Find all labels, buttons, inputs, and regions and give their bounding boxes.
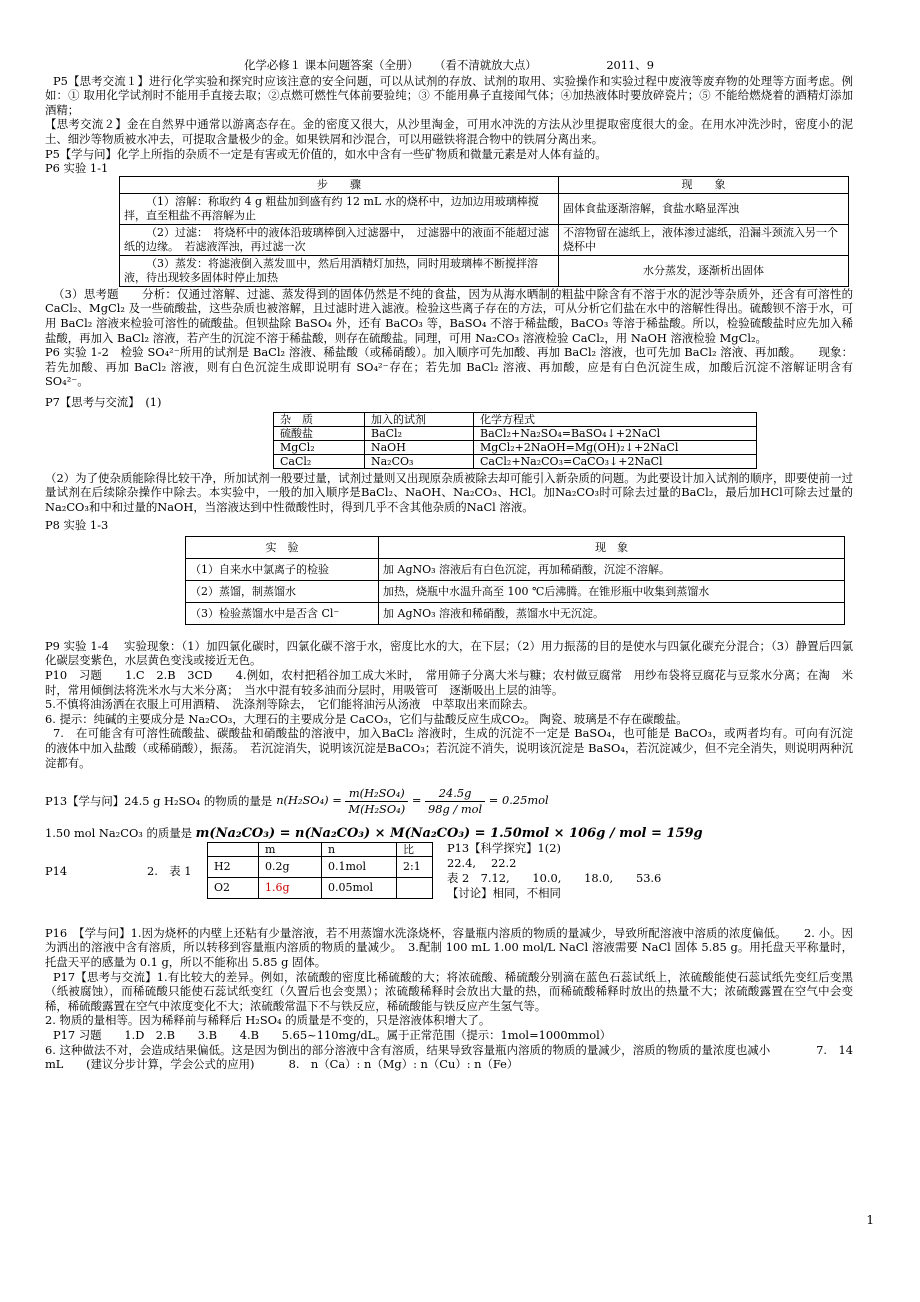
table-cell: O2 bbox=[208, 877, 259, 898]
table-header: 现 象 bbox=[379, 536, 845, 558]
table-header: 加入的试剂 bbox=[365, 412, 474, 426]
table-cell: 0.2g bbox=[259, 856, 322, 877]
table-row bbox=[274, 454, 757, 468]
table-cell: 2:1 bbox=[397, 856, 433, 877]
p7-text2: （2）为了使杂质能除得比较干净，所加试剂一般要过量，试剂过量则又出现原杂质被除去却可能引入新杂质的问题。为此要设计加入试剂的顺序，即要使前一过量试剂在后续除杂操作中除去。本实验中，一般的加入顺序是BaCl₂、NaOH、Na₂CO₃、HCl。加Na₂CO₃时可除去过量的BaCl₂，最后加HCl可除去过量的Na₂CO₃和中和过量的NaOH，当溶液达到中性微酸性时，得到几乎不含其他杂质的NaCl 溶液。 bbox=[45, 470, 853, 514]
table-header: 现 象 bbox=[559, 176, 849, 193]
p10-exercises: P10 习题 1.C 2.B 3CD 4.例如，农村把稻谷加工成大米时， 常用筛子分离大米与糠；农村做豆腐常 用纱布袋将豆腐花与豆浆水分离；在淘 米时，常用倾倒法将洗米水与大米分离； 当水中混有较多油而分层时，用吸管可 逐渐吸出上层的油等。 bbox=[45, 668, 853, 697]
p17-item2: 2. 物质的量相等。因为稀释前与稀释后 H₂SO₄ 的质量是不变的，只是溶液体积增大了。 bbox=[45, 1013, 491, 1028]
table-cell: 0.1mol bbox=[322, 856, 397, 877]
table-cell: （2）过滤： 将烧杯中的液体沿玻璃棒倒入过滤器中， 过滤器中的液面不能超过滤纸的边缘。 若滤液浑浊，再过滤一次 bbox=[120, 224, 559, 255]
p17-q6: 6. 这种做法不对，会造成结果偏低。这是因为倒出的部分溶液中含有溶质，结果导致容量瓶内溶质的物质的量减少，溶质的物质的量浓度也减小 7. 14 mL (建议分步计算，学会公式的应用) 8. n（Ca）: n（Mg）: n（Cu）: n（Fe） bbox=[45, 1042, 865, 1072]
table-row bbox=[120, 224, 849, 255]
p6-exp-label: P6 实验 1-1 bbox=[45, 161, 109, 176]
table-row bbox=[208, 856, 433, 877]
table-cell bbox=[397, 877, 433, 898]
p10-q6: 6. 提示：纯碱的主要成分是 Na₂CO₃，大理石的主要成分是 CaCO₃，它们与盐酸反应生成CO₂。 陶瓷、玻璃是不存在碳酸盐。 bbox=[45, 711, 688, 726]
table-header: 杂 质 bbox=[274, 412, 365, 426]
explore-title: P13【科学探究】1(2) bbox=[447, 840, 561, 855]
table-row bbox=[186, 602, 845, 624]
table-cell: 加 AgNO₃ 溶液和稀硝酸，蒸馏水中无沉淀。 bbox=[379, 602, 845, 624]
table-cell: 0.05mol bbox=[322, 877, 397, 898]
p13-learn-prefix: P13【学与问】24.5 g H₂SO₄ 的物质的量是 bbox=[45, 793, 273, 808]
eq-lhs: n(H₂SO₄) bbox=[276, 793, 329, 808]
table-cell: 1.6g bbox=[259, 877, 322, 898]
doc-date: 2011、9 bbox=[606, 58, 654, 72]
table-cell: 硫酸盐 bbox=[274, 426, 365, 440]
table-cell: 不溶物留在滤纸上，液体渗过滤纸，沿漏斗颈流入另一个烧杯中 bbox=[559, 224, 849, 255]
table-cell: 水分蒸发，逐渐析出固体 bbox=[559, 255, 849, 286]
table-header: m bbox=[259, 842, 322, 856]
exp-1-1-table bbox=[119, 176, 849, 287]
table-cell: CaCl₂ bbox=[274, 454, 365, 468]
table-cell: （3）蒸发：将滤液倒入蒸发皿中，然后用酒精灯加热，同时用玻璃棒不断搅拌溶液，待出现较多固体时停止加热 bbox=[120, 255, 559, 286]
explore-discussion: 【讨论】相同，不相同 bbox=[447, 885, 561, 900]
p14-table bbox=[207, 842, 433, 899]
eq-fraction-1 bbox=[345, 786, 408, 816]
eq-fraction-2 bbox=[425, 786, 485, 816]
table-cell: Na₂CO₃ bbox=[365, 454, 474, 468]
page-number: 1 bbox=[866, 1213, 874, 1227]
p7-impurity-table bbox=[273, 412, 757, 469]
table-row bbox=[186, 580, 845, 602]
explore-line-1: 22.4, 22.2 bbox=[447, 855, 517, 870]
p8-label: P8 实验 1-3 bbox=[45, 518, 109, 533]
table-header: 化学方程式 bbox=[474, 412, 757, 426]
p5-think1: P5【思考交流１】进行化学实验和探究时应该注意的安全问题，可以从试剂的存放、试剂的取用、实验操作和实验过程中废液等废弃物的处理等方面考虑。例如：① 取用化学试剂时不能用手直接去取；②点燃可燃性气体前要验纯；③ 不能用鼻子直接闻气体；④加热液体时要放碎瓷片；⑤ 不能给燃烧着的酒精灯添加酒精； bbox=[45, 73, 853, 117]
doc-title: 化学必修１ 课本问题答案（全册） bbox=[244, 58, 419, 72]
eq-denominator: M(H₂SO₄) bbox=[348, 801, 406, 816]
table-cell: 加 AgNO₃ 溶液后有白色沉淀，再加稀硝酸，沉淀不溶解。 bbox=[379, 558, 845, 580]
p10-q7: 7. 在可能含有可溶性硫酸盐、碳酸盐和硝酸盐的溶液中，加入BaCl₂ 溶液时，生成的沉淀不一定是 BaSO₄，也可能是 BaCO₃，或两者均有。可向有沉淀 的液体中加入盐酸（或稀硝酸），振荡。 若沉淀消失，说明该沉淀是BaCO₃；若沉淀不消失，说明该沉淀是 BaSO₄，若沉淀减少，但不完全消失，则说明两种沉淀都有。 bbox=[45, 726, 865, 770]
exp-1-3-table bbox=[185, 536, 845, 625]
eq-denominator: 98g / mol bbox=[427, 801, 483, 816]
table-cell: MgCl₂ bbox=[274, 440, 365, 454]
p17-exercise: P17 习题 1.D 2.B 3.B 4.B 5.65~110mg/dL。属于正常范围（提示：1mol=1000mmol） bbox=[53, 1027, 612, 1042]
table-cell: MgCl₂+2NaOH=Mg(OH)₂↓+2NaCl bbox=[474, 440, 757, 454]
eq-numerator: 24.5g bbox=[425, 786, 485, 802]
document-header bbox=[45, 58, 853, 73]
p10-q5: 5.不慎将油汤洒在衣服上可用酒精、 洗涤剂等除去， 它们能将油污从汤液 中萃取出来而除去。 bbox=[45, 697, 535, 712]
science-explore bbox=[447, 841, 661, 901]
p13-learn-line bbox=[45, 782, 853, 820]
table-cell: 固体食盐逐渐溶解，食盐水略显浑浊 bbox=[559, 193, 849, 224]
eq-result: 0.25mol bbox=[501, 793, 549, 808]
table-header: 步 骤 bbox=[120, 176, 559, 193]
table-cell: CaCl₂+Na₂CO₃=CaCO₃↓+2NaCl bbox=[474, 454, 757, 468]
explore-line-2: 表 2 7.12, 10.0, 18.0, 53.6 bbox=[447, 870, 662, 885]
table-row bbox=[274, 426, 757, 440]
p9-exp-1-4: P9 实验 1-4 实验现象：（1）加四氯化碳时，四氯化碳不溶于水，密度比水的大，在下层；（2）用力振荡的目的是使水与四氯化碳充分混合；（3）静置后四氯化碳层变紫色，水层黄色变浅或接近无色。 bbox=[45, 638, 853, 668]
table-header: 实 验 bbox=[186, 536, 379, 558]
document-page bbox=[45, 58, 865, 1072]
table-cell: H2 bbox=[208, 856, 259, 877]
table-header: n bbox=[322, 842, 397, 856]
table-row bbox=[274, 440, 757, 454]
mass-equation: m(Na₂CO₃) = n(Na₂CO₃) × M(Na₂CO₃) = 1.50mol × 106g / mol = 159g bbox=[195, 826, 703, 842]
p14-label: P14 bbox=[45, 863, 68, 878]
p17-think: P17【思考与交流】1.有比较大的差异。例如，浓硫酸的密度比稀硫酸的大；将浓硫酸、稀硫酸分别滴在蓝色石蕊试纸上，浓硫酸能使石蕊试纸先变红后变黑（纸被腐蚀），而稀硫酸只能使石蕊试纸变红（久置后也会变黑）；浓硫酸稀释时会放出大量的热，而稀硫酸稀释时放出的热量不大；浓硫酸露置在空气中会变稀，稀硫酸露置在空气中浓度变化不大；浓硫酸常温下不与铁反应，稀硫酸能与铁反应产生氢气等。 bbox=[45, 969, 853, 1013]
table-cell: （2）蒸馏，制蒸馏水 bbox=[186, 580, 379, 602]
table-row bbox=[120, 193, 849, 224]
na2co3-line bbox=[45, 826, 853, 842]
table-row bbox=[186, 558, 845, 580]
moles-equation: n(H₂SO₄) = $\frac{\text{m(H₂SO₄)}}{\text{M(H₂SO₄)}}$ = $\frac{24.5g}{\text{98g / mol}}$ = 0.25mol bbox=[276, 786, 549, 816]
na2co3-prefix: 1.50 mol Na₂CO₃ 的质量是 bbox=[45, 826, 193, 841]
table-row bbox=[120, 255, 849, 286]
table-cell: （3）检验蒸馏水中是否含 Cl⁻ bbox=[186, 602, 379, 624]
p6-exp-1-2: P6 实验 1-2 检验 SO₄²⁻所用的试剂是 BaCl₂ 溶液、稀盐酸（或稀硝酸）。加入顺序可先加酸、再加 BaCl₂ 溶液，也可先加 BaCl₂ 溶液、再加酸。 现象：若先加酸、再加 BaCl₂ 溶液，则有白色沉淀生成即说明有 SO₄²⁻存在；若先加 BaCl₂ 溶液、再加酸，应是有白色沉淀生成，加酸后沉淀不溶解证明含有 SO₄²⁻。 bbox=[45, 345, 853, 389]
p16-learn: P16 【学与问】1.因为烧杯的内壁上还粘有少量溶液，若不用蒸馏水洗涤烧杯，容量瓶内溶质的物质的量减少，导致所配溶液中溶质的浓度偏低。 2. 小。因为洒出的溶液中含有溶质，所以转移到容量瓶内溶质的物质的量减少。 3.配制 100 mL 1.00 mol/L NaCl 溶液需要 NaCl 固体 5.85 g。用托盘天平称量时，托盘天平的感量为 0.1 g，所以不能称出 5.85 g 固体。 bbox=[45, 925, 853, 969]
p14-table-label: 2. 表 1 bbox=[147, 863, 192, 878]
table-header: 比 bbox=[397, 842, 433, 856]
doc-note: （看不清就放大点） bbox=[434, 58, 537, 72]
table-cell: （1）自来水中氯离子的检验 bbox=[186, 558, 379, 580]
table-cell: NaOH bbox=[365, 440, 474, 454]
table-cell: 加热，烧瓶中水温升高至 100 ℃后沸腾。在锥形瓶中收集到蒸馏水 bbox=[379, 580, 845, 602]
p6-thinking: （3）思考题 分析：仅通过溶解、过滤、蒸发得到的固体仍然是不纯的食盐，因为从海水晒制的粗盐中除含有不溶于水的泥沙等杂质外，还含有可溶性的 CaCl₂、MgCl₂ 及一些硫酸盐，这些杂质也被溶解，且过滤时进入滤液。检验这些离子存在的方法，可从分析它们盐在水中的溶解性得出。硫酸钡不溶于水，可用 BaCl₂ 溶液来检验可溶性的硫酸盐。但钡盐除 BaSO₄ 外，还有 BaCO₃ 等，BaSO₄ 不溶于稀盐酸，BaCO₃ 等溶于稀盐酸。所以，检验硫酸盐时应先加入稀盐酸，再加入 BaCl₂ 溶液，若产生的沉淀不溶于稀盐酸，则存在硫酸盐。同理，可用 Na₂CO₃ 溶液检验 CaCl₂，用 NaOH 溶液检验 MgCl₂。 bbox=[45, 286, 853, 345]
table-header bbox=[208, 842, 259, 856]
p7-label: P7【思考与交流】 (1) bbox=[45, 394, 162, 409]
p14-block bbox=[45, 842, 853, 904]
table-cell: BaCl₂+Na₂SO₄=BaSO₄↓+2NaCl bbox=[474, 426, 757, 440]
table-cell: BaCl₂ bbox=[365, 426, 474, 440]
p5-learn: P5【学与问】化学上所指的杂质不一定是有害或无价值的，如水中含有一些矿物质和微量元素是对人体有益的。 bbox=[45, 146, 607, 161]
table-cell: （1）溶解：称取约 4 g 粗盐加到盛有约 12 mL 水的烧杯中，边加边用玻璃棒搅拌，直至粗盐不再溶解为止 bbox=[120, 193, 559, 224]
table-row bbox=[208, 877, 433, 898]
eq-numerator: m(H₂SO₄) bbox=[345, 786, 408, 802]
p5-think2: 【思考交流２】金在自然界中通常以游离态存在。金的密度又很大，从沙里淘金，可用水冲洗的方法从沙里提取密度很大的金。在用水冲洗沙时，密度小的泥土、细沙等物质被水冲去，可提取含量极少的金。如果铁屑和沙混合，可以用磁铁将混合物中的铁屑分离出来。 bbox=[45, 117, 853, 146]
